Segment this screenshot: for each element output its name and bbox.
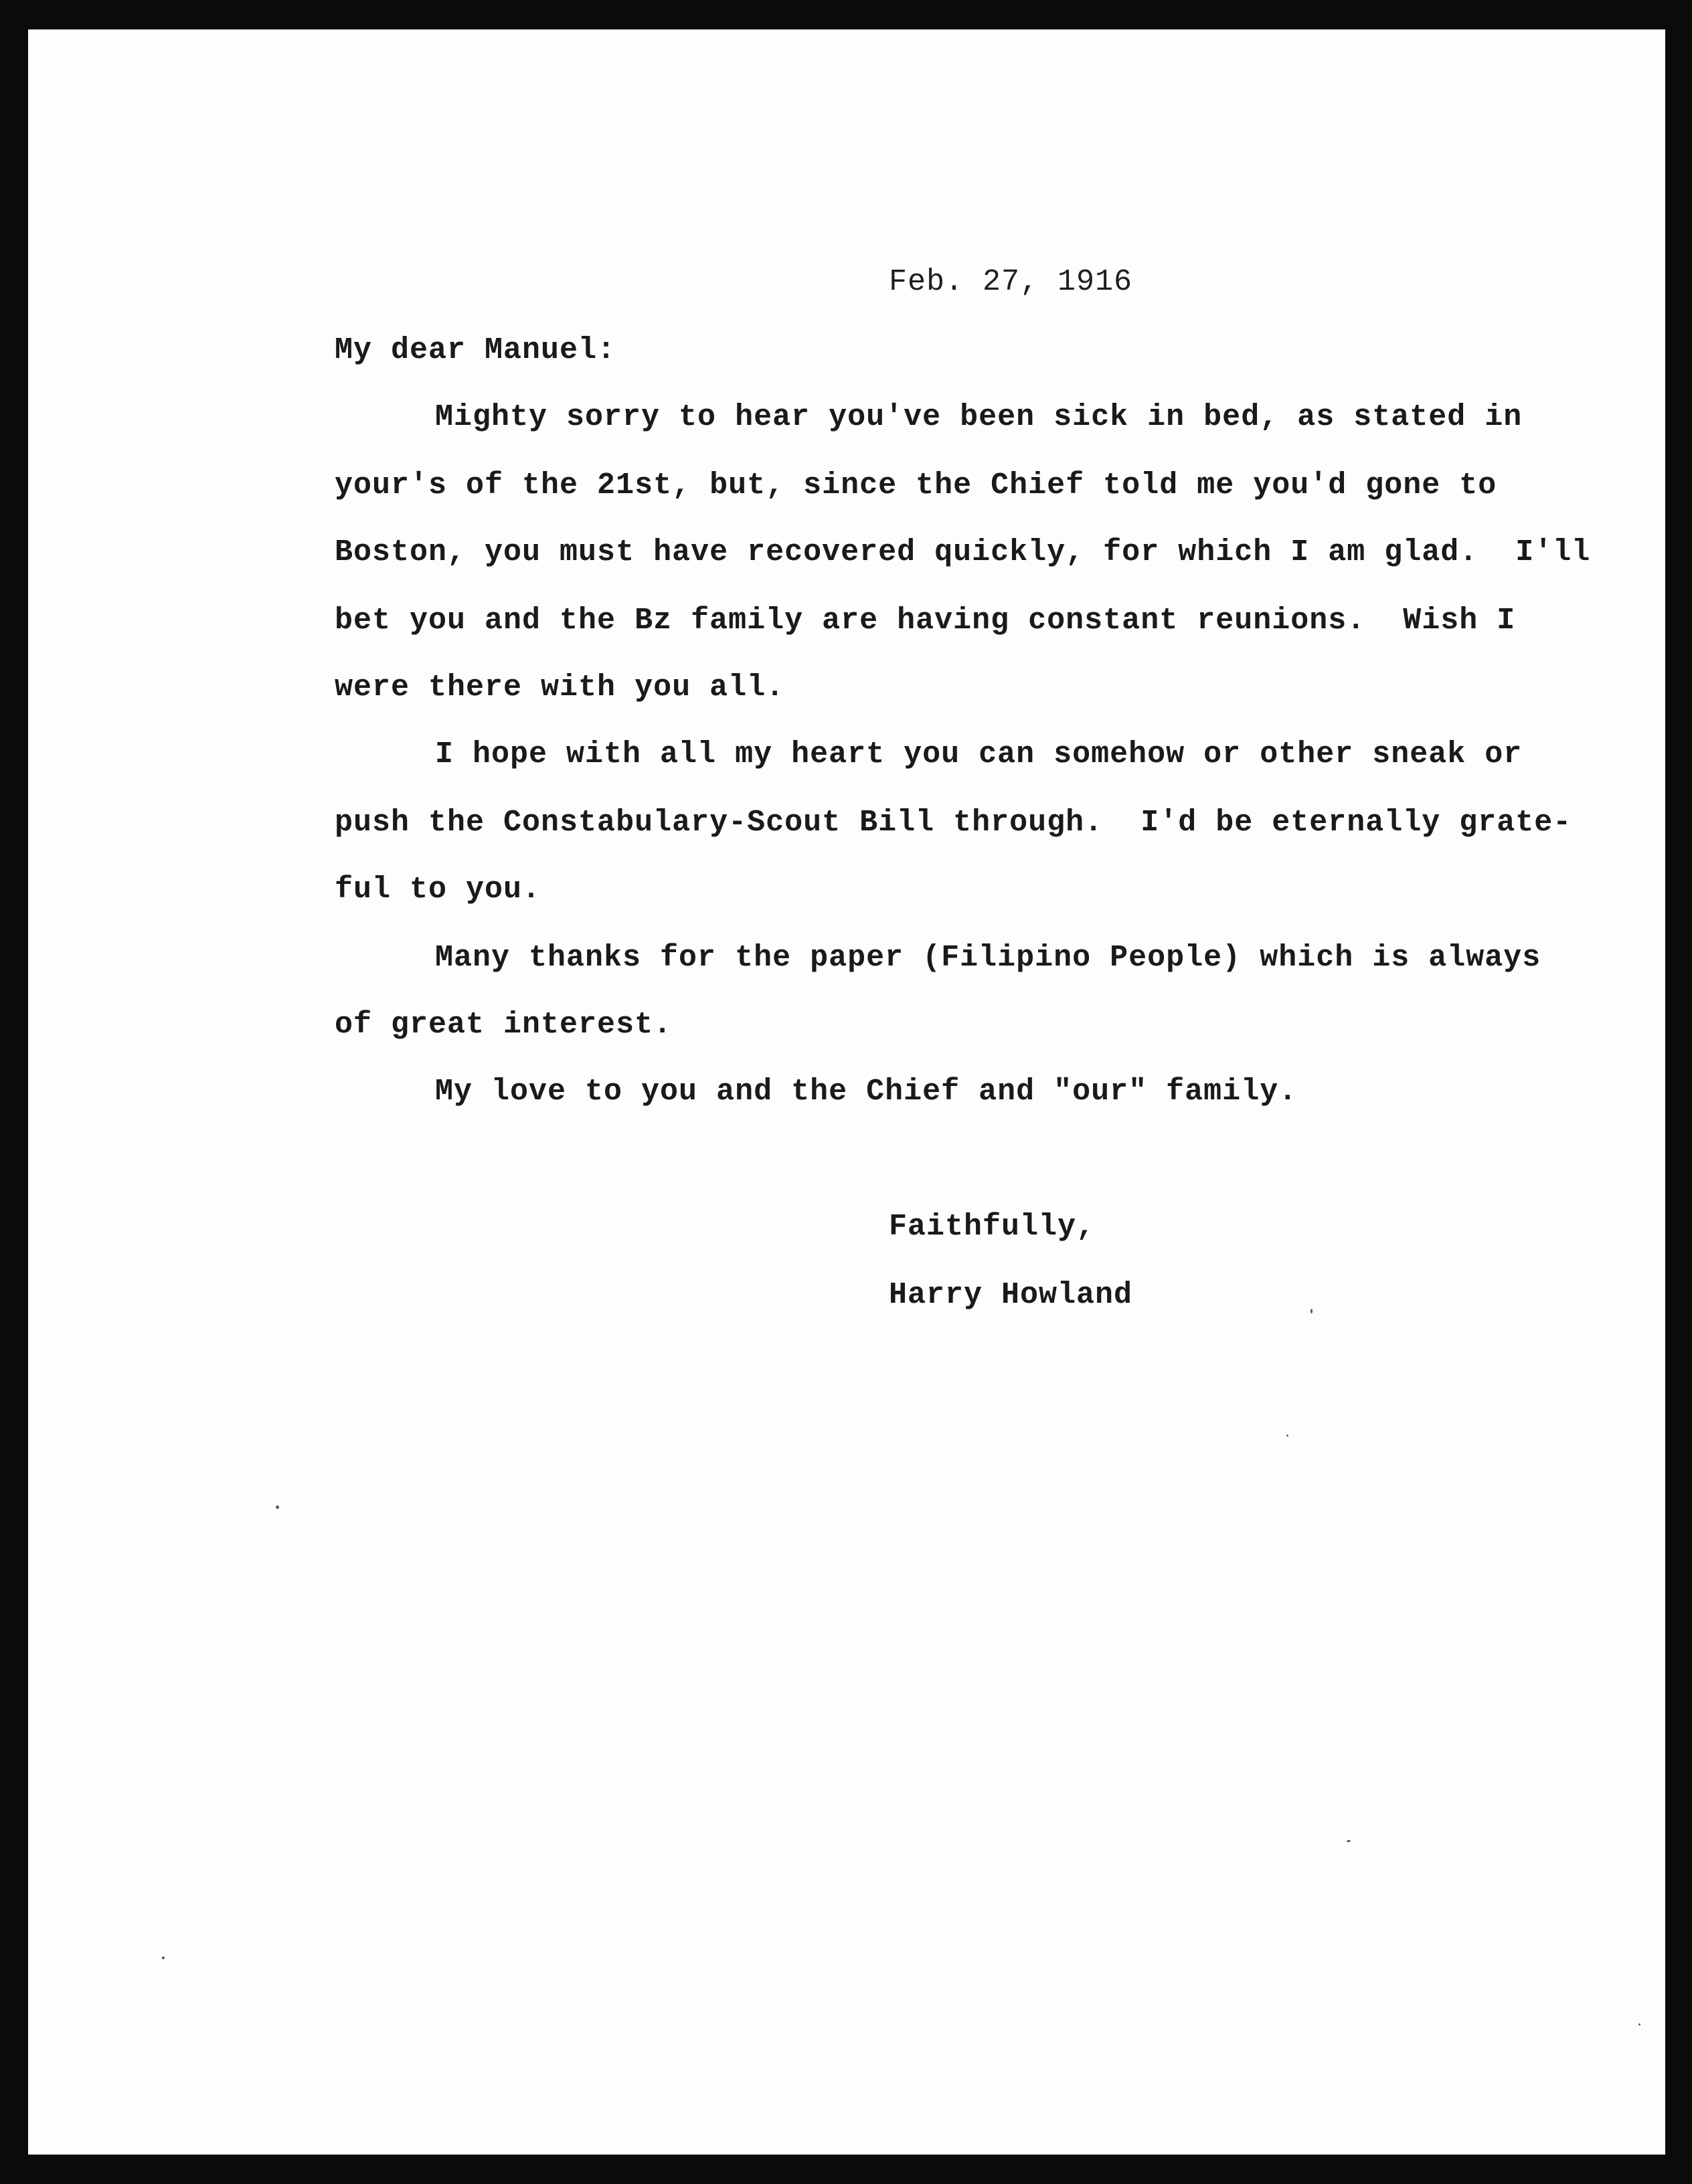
paragraph-1-line-4: bet you and the Bz family are having constant reunions. Wish I (335, 604, 1516, 638)
paragraph-3-line-2: of great interest. (335, 1008, 673, 1042)
paper-speck (1638, 2023, 1640, 2025)
letter-date: Feb. 27, 1916 (889, 265, 1133, 299)
paper-speck (162, 1956, 165, 1959)
paragraph-3-line-1: Many thanks for the paper (Filipino People) which is always (435, 941, 1541, 975)
signature: Harry Howland (889, 1278, 1133, 1312)
paragraph-1-line-2: your's of the 21st, but, since the Chief told me you'd gone to (335, 468, 1497, 503)
paragraph-1-line-1: Mighty sorry to hear you've been sick in bed, as stated in (435, 400, 1523, 434)
paper-speck (1286, 1435, 1288, 1437)
letter-page (28, 29, 1665, 2155)
paragraph-4-line-1: My love to you and the Chief and "our" family. (435, 1075, 1298, 1109)
paper-speck (1310, 1309, 1313, 1313)
paragraph-1-line-3: Boston, you must have recovered quickly, for which I am glad. I'll (335, 535, 1591, 569)
paper-speck (1347, 1840, 1351, 1842)
paragraph-2-line-3: ful to you. (335, 873, 541, 907)
closing: Faithfully, (889, 1210, 1096, 1244)
paragraph-2-line-1: I hope with all my heart you can somehow or other sneak or (435, 737, 1523, 771)
paragraph-1-line-5: were there with you all. (335, 670, 785, 705)
paper-speck (276, 1506, 279, 1509)
salutation: My dear Manuel: (335, 333, 616, 367)
paragraph-2-line-2: push the Constabulary-Scout Bill through. I'd be eternally grate- (335, 806, 1572, 840)
